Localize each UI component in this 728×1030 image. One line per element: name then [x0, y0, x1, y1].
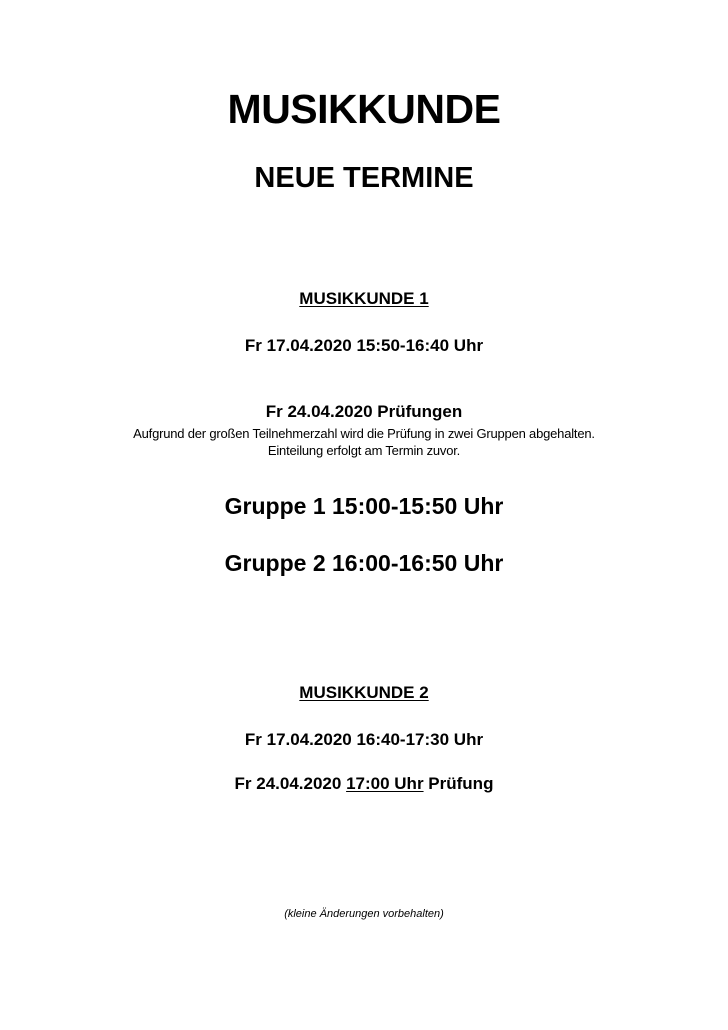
page-title: MUSIKKUNDE: [227, 86, 501, 132]
section1-note-line2: Einteilung erfolgt am Termin zuvor.: [267, 443, 461, 458]
footer-disclaimer: (kleine Änderungen vorbehalten): [284, 908, 444, 920]
section1-group1: Gruppe 1 15:00-15:50 Uhr: [224, 493, 504, 519]
section1-lecture-date: Fr 17.04.2020 15:50-16:40 Uhr: [244, 336, 484, 355]
page-subtitle: NEUE TERMINE: [254, 162, 474, 194]
section1-note-line1: Aufgrund der großen Teilnehmerzahl wird die Prüfung in zwei Gruppen abgehalten.: [133, 426, 595, 441]
section2-lecture-date: Fr 17.04.2020 16:40-17:30 Uhr: [244, 730, 484, 749]
section1-exam-date: Fr 24.04.2020 Prüfungen: [265, 402, 463, 421]
section2-exam-date: Fr 24.04.2020: [234, 774, 342, 793]
section2-exam-time: 17:00 Uhr: [346, 774, 424, 793]
section2-heading: MUSIKKUNDE 2: [299, 683, 429, 702]
section2-exam-label: Prüfung: [428, 774, 494, 793]
section2-exam-line: [0, 774, 728, 794]
section1-group2: Gruppe 2 16:00-16:50 Uhr: [224, 550, 504, 576]
section1-heading: MUSIKKUNDE 1: [299, 289, 429, 308]
